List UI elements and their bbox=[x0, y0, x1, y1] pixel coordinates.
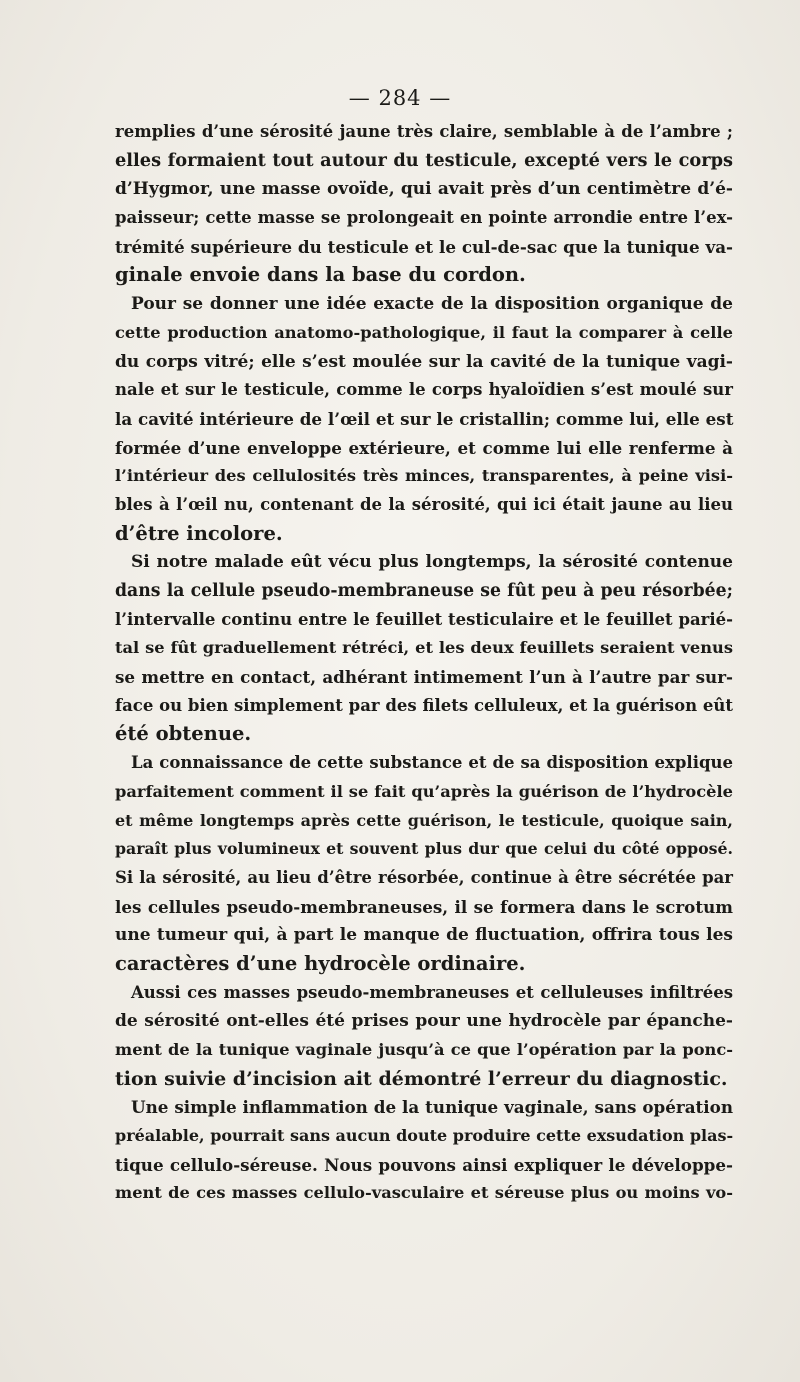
text-line: d’Hygmor, une masse ovoïde, qui avait près d’un centimètre d’é- bbox=[115, 179, 733, 200]
text-line: Pour se donner une idée exacte de la disposition organique de bbox=[131, 294, 733, 315]
text-line: préalable, pourrait sans aucun doute produire cette exsudation plas- bbox=[115, 1126, 734, 1146]
text-line: ment de la tunique vaginale jusqu’à ce que l’opération par la ponc- bbox=[115, 1040, 733, 1059]
text-line: parfaitement comment il se fait qu’après la guérison de l’hydrocèle bbox=[115, 781, 733, 801]
body-text bbox=[115, 118, 733, 1208]
text-line: été obtenue. bbox=[115, 722, 252, 746]
text-line: Si notre malade eût vécu plus longtemps, la sérosité contenue bbox=[131, 552, 733, 573]
text-line: trémité supérieure du testicule et le cul-de-sac que la tunique va- bbox=[115, 236, 733, 257]
text-line: La connaissance de cette substance et de sa disposition explique bbox=[131, 753, 733, 773]
text-line: du corps vitré; elle s’est moulée sur la cavité de la tunique vagi- bbox=[115, 351, 733, 372]
text-line: la cavité intérieure de l’œil et sur le cristallin; comme lui, elle est bbox=[115, 408, 734, 429]
text-line: de sérosité ont-elles été prises pour une hydrocèle par épanche- bbox=[115, 1011, 733, 1032]
text-line: une tumeur qui, à part le manque de fluctuation, offrira tous les bbox=[115, 925, 733, 946]
text-line: tal se fût graduellement rétréci, et les deux feuillets seraient venus bbox=[115, 638, 733, 658]
text-line: face ou bien simplement par des filets celluleux, et la guérison eût bbox=[115, 695, 733, 715]
text-line: tion suivie d’incision ait démontré l’erreur du diagnostic. bbox=[115, 1067, 728, 1090]
text-line: se mettre en contact, adhérant intimement l’un à l’autre par sur- bbox=[115, 667, 733, 688]
text-line: cette production anatomo-pathologique, il faut la comparer à celle bbox=[115, 322, 733, 342]
text-line: l’intervalle continu entre le feuillet testiculaire et le feuillet parié- bbox=[115, 609, 733, 629]
text-line: nale et sur le testicule, comme le corps hyaloïdien s’est moulé sur bbox=[115, 380, 733, 400]
text-line: Une simple inflammation de la tunique vaginale, sans opération bbox=[131, 1097, 733, 1118]
text-line: bles à l’œil nu, contenant de la sérosité, qui ici était jaune au lieu bbox=[115, 494, 733, 514]
text-line: caractères d’une hydrocèle ordinaire. bbox=[115, 951, 526, 975]
text-line: formée d’une enveloppe extérieure, et comme lui elle renferme à bbox=[115, 437, 733, 458]
text-line: remplies d’une sérosité jaune très claire, semblable à de l’ambre ; bbox=[115, 122, 733, 141]
text-line: ment de ces masses cellulo-vasculaire et séreuse plus ou moins vo- bbox=[115, 1183, 733, 1203]
text-line: et même longtemps après cette guérison, le testicule, quoique sain, bbox=[115, 810, 733, 830]
text-line: paraît plus volumineux et souvent plus dur que celui du côté opposé. bbox=[115, 839, 733, 859]
text-line: ginale envoie dans la base du cordon. bbox=[115, 263, 526, 287]
text-line: dans la cellule pseudo-membraneuse se fût peu à peu résorbée; bbox=[115, 581, 733, 601]
page-number-header: — 284 — bbox=[348, 86, 452, 110]
text-line: Aussi ces masses pseudo-membraneuses et celluleuses infiltrées bbox=[131, 982, 733, 1002]
text-line: elles formaient tout autour du testicule, excepté vers le corps bbox=[115, 149, 733, 171]
text-line: Si la sérosité, au lieu d’être résorbée, continue à être sécrétée par bbox=[115, 867, 733, 887]
text-line: tique cellulo-séreuse. Nous pouvons ainsi expliquer le développe- bbox=[115, 1154, 733, 1175]
text-line: d’être incolore. bbox=[115, 521, 283, 545]
text-line: les cellules pseudo-membraneuses, il se formera dans le scrotum bbox=[115, 896, 733, 917]
text-line: l’intérieur des cellulosités très minces, transparentes, à peine visi- bbox=[115, 466, 733, 486]
text-line: paisseur; cette masse se prolongeait en pointe arrondie entre l’ex- bbox=[115, 208, 733, 228]
